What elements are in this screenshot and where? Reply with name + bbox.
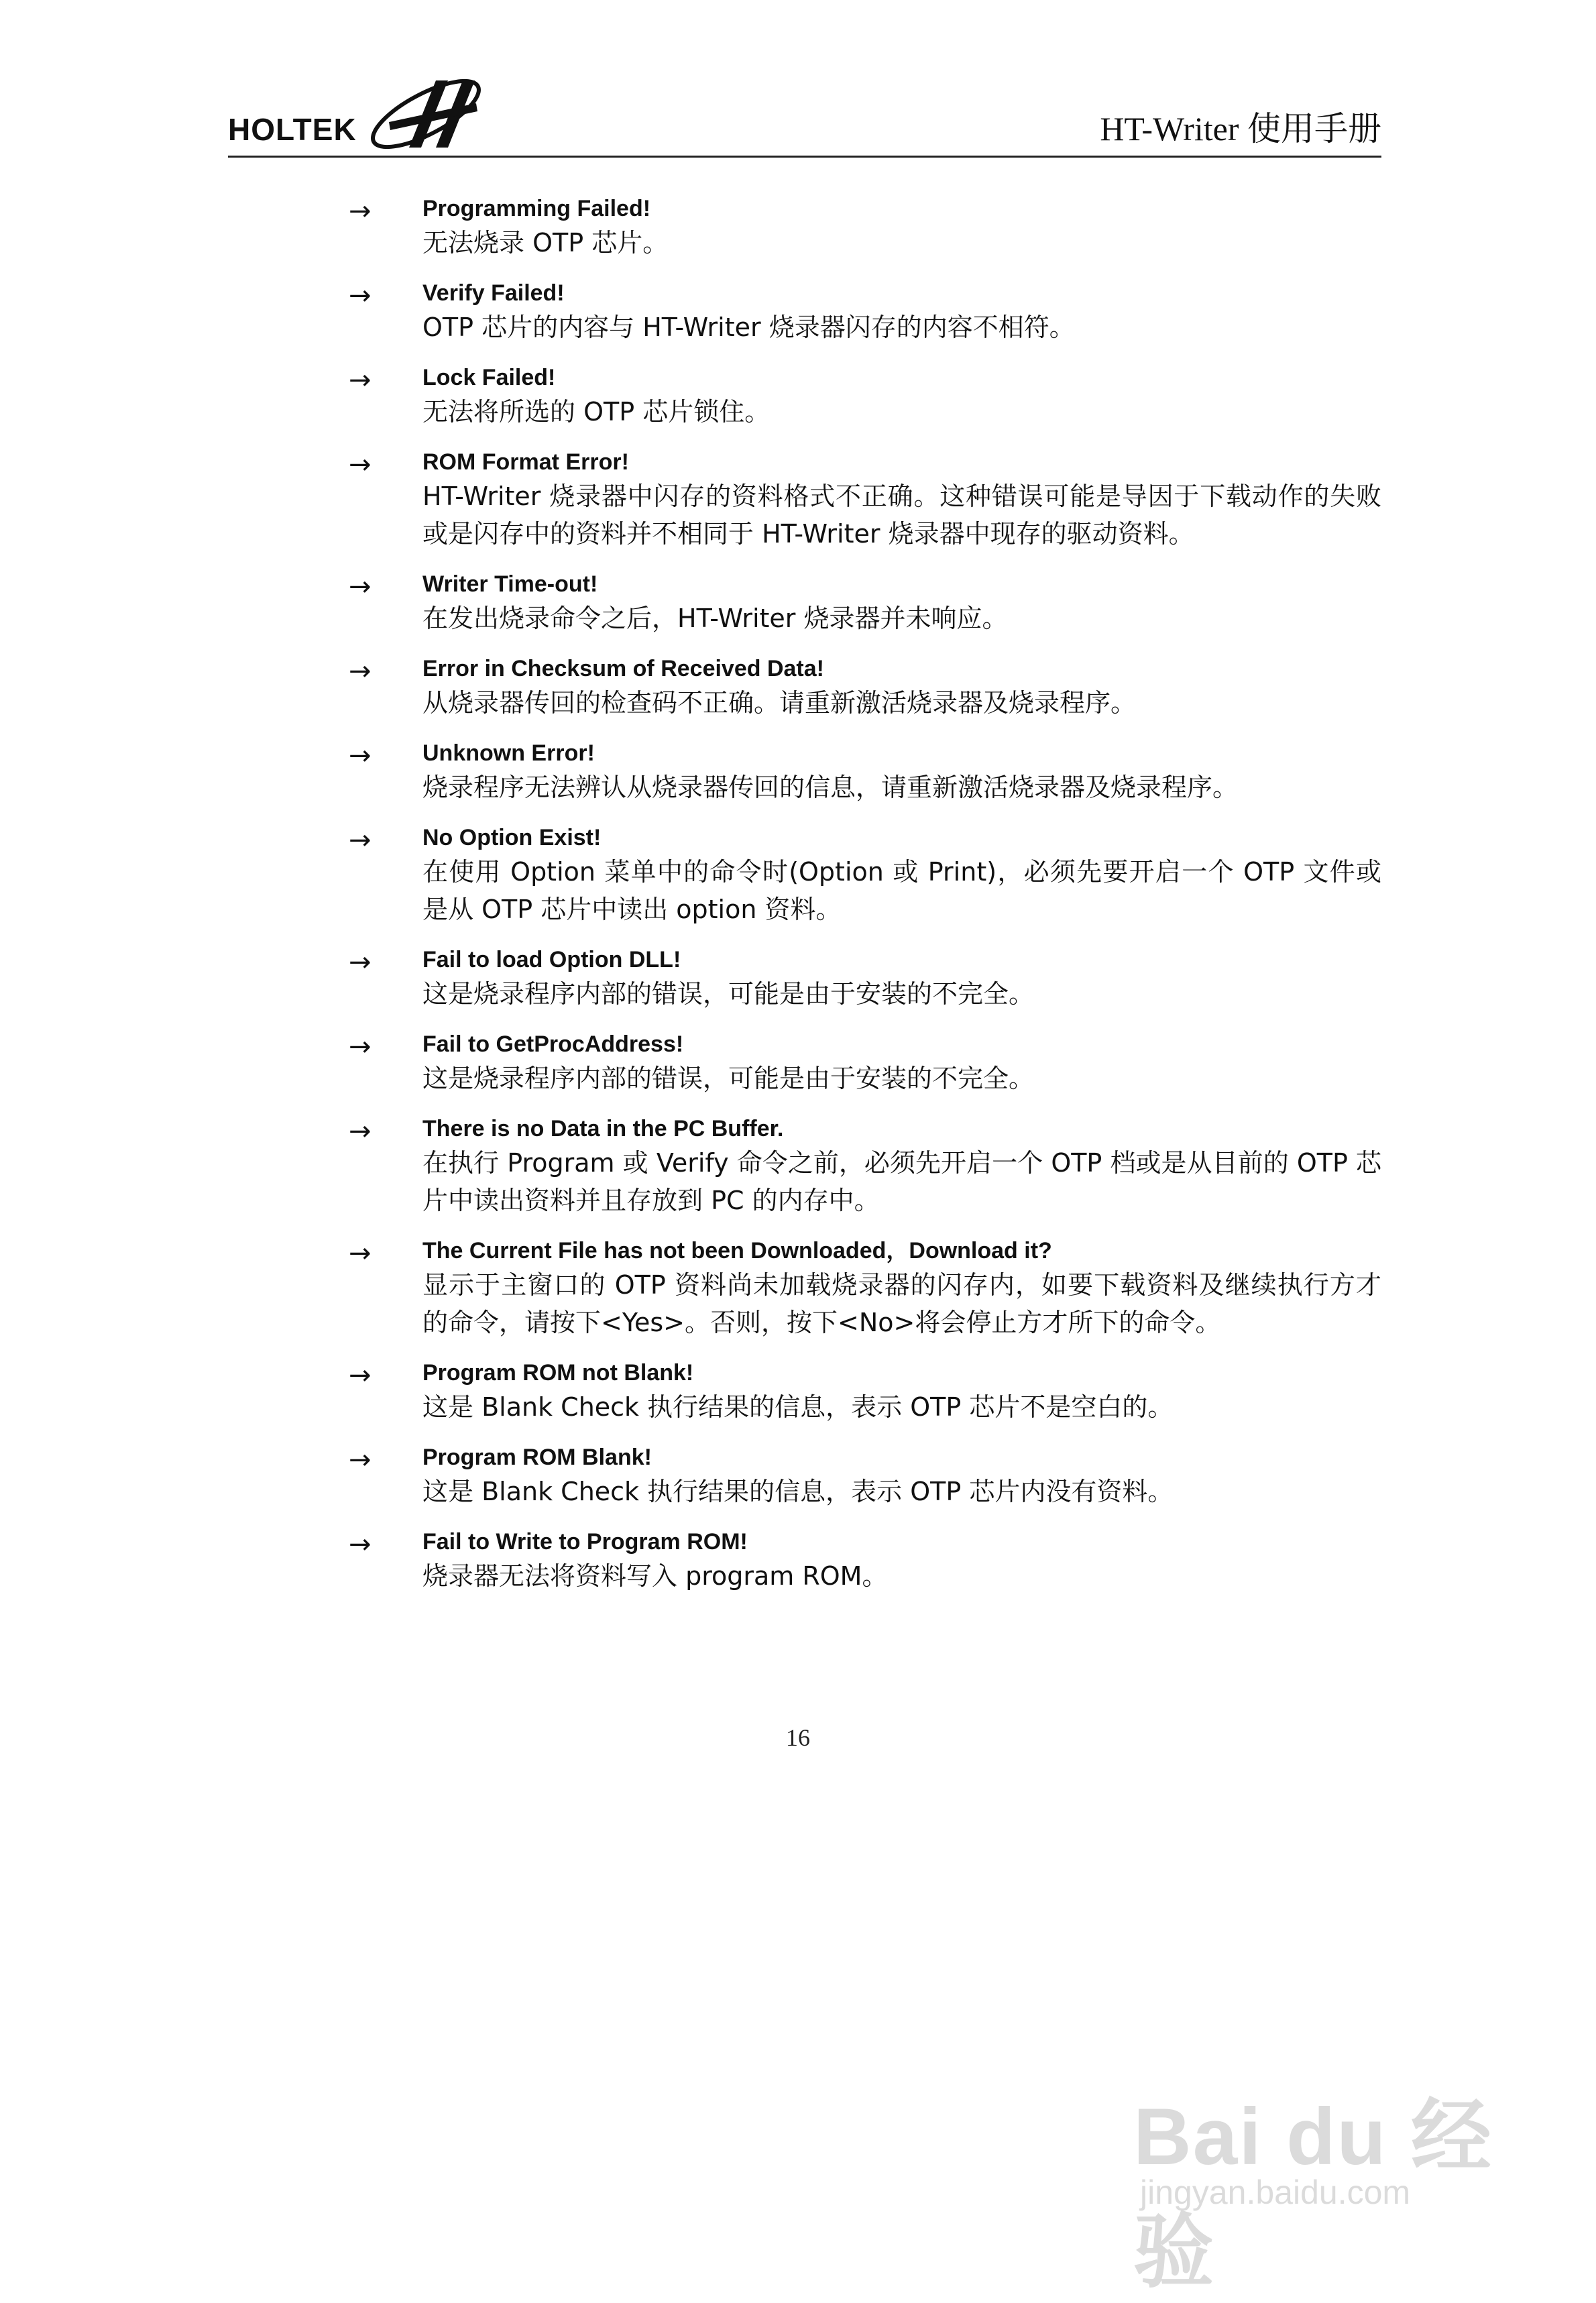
list-item [349,1113,1381,1219]
error-title: Fail to GetProcAddress! [422,1031,684,1057]
watermark-brand: Bai du 经验 [1133,2092,1493,2297]
error-description: 显示于主窗口的 OTP 资料尚未加载烧录器的闪存内，如要下载资料及继续执行方才的命令，请按下<Yes>。否则，按下<No>将会停止方才所下的命令。 [422,1270,1381,1337]
error-title: The Current File has not been Downloaded，Download it? [422,1238,1052,1263]
error-title: No Option Exist! [422,825,602,850]
error-description: 在执行 Program 或 Verify 命令之前，必须先开启一个 OTP 档或是从目前的 OTP 芯片中读出资料并且存放到 PC 的内存中。 [422,1148,1381,1215]
document-title: HT-Writer 使用手册 [1100,110,1381,148]
list-item [349,569,1381,637]
error-description: 在使用 Option 菜单中的命令时(Option 或 Print)，必须先要开启一个 OTP 文件或是从 OTP 芯片中读出 option 资料。 [422,857,1381,924]
arrow-icon: → [349,196,372,227]
list-item [349,944,1381,1013]
list-item [349,822,1381,928]
arrow-icon: → [349,449,372,480]
error-description: 这是 Blank Check 执行结果的信息，表示 OTP 芯片不是空白的。 [422,1392,1174,1422]
page-header [228,67,1381,158]
list-item [349,193,1381,262]
error-description: 这是烧录程序内部的错误，可能是由于安装的不完全。 [422,1064,1035,1093]
error-title: Fail to load Option DLL! [422,947,681,972]
error-title: Verify Failed! [422,280,565,306]
holtek-logo-mark-icon [362,74,490,154]
error-title: ROM Format Error! [422,449,629,475]
list-item [349,1029,1381,1097]
error-title: Lock Failed! [422,365,556,390]
error-title: Program ROM Blank! [422,1445,652,1470]
arrow-icon: → [349,1238,372,1269]
error-description: 从烧录器传回的检查码不正确。请重新激活烧录器及烧录程序。 [422,688,1137,718]
arrow-icon: → [349,1529,372,1560]
list-item [349,1442,1381,1510]
list-item [349,1526,1381,1595]
list-item [349,362,1381,431]
error-message-list [349,193,1381,1611]
arrow-icon: → [349,1116,372,1147]
list-item [349,1357,1381,1426]
error-description: 这是烧录程序内部的错误，可能是由于安装的不完全。 [422,979,1035,1009]
error-description: 烧录程序无法辨认从烧录器传回的信息，请重新激活烧录器及烧录程序。 [422,773,1239,802]
error-title: Fail to Write to Program ROM! [422,1529,748,1555]
error-description: 烧录器无法将资料写入 program ROM。 [422,1561,888,1591]
list-item [349,738,1381,806]
error-description: 无法烧录 OTP 芯片。 [422,228,669,258]
arrow-icon: → [349,825,372,856]
arrow-icon: → [349,947,372,978]
arrow-icon: → [349,1445,372,1475]
arrow-icon: → [349,656,372,687]
page-number: 16 [786,1724,810,1751]
logo-text: HOLTEK [228,112,357,147]
error-description: HT-Writer 烧录器中闪存的资料格式不正确。这种错误可能是导因于下载动作的失败或是闪存中的资料并不相同于 HT-Writer 烧录器中现存的驱动资料。 [422,482,1381,549]
arrow-icon: → [349,740,372,771]
error-title: Error in Checksum of Received Data! [422,656,824,681]
error-title: Programming Failed! [422,196,651,221]
list-item [349,447,1381,553]
error-description: OTP 芯片的内容与 HT-Writer 烧录器闪存的内容不相符。 [422,313,1075,342]
error-description: 这是 Blank Check 执行结果的信息，表示 OTP 芯片内没有资料。 [422,1477,1174,1506]
list-item [349,1235,1381,1341]
arrow-icon: → [349,1360,372,1391]
baidu-watermark [1133,2045,1536,2297]
list-item [349,653,1381,722]
error-title: There is no Data in the PC Buffer. [422,1116,784,1141]
watermark-url: jingyan.baidu.com [1140,2174,1411,2211]
arrow-icon: → [349,571,372,602]
error-title: Unknown Error! [422,740,595,766]
error-title: Writer Time-out! [422,571,598,597]
arrow-icon: → [349,365,372,396]
list-item [349,278,1381,346]
holtek-logo [228,67,510,156]
error-description: 无法将所选的 OTP 芯片锁住。 [422,397,771,427]
error-description: 在发出烧录命令之后，HT-Writer 烧录器并未响应。 [422,604,1008,633]
arrow-icon: → [349,280,372,311]
error-title: Program ROM not Blank! [422,1360,694,1386]
arrow-icon: → [349,1031,372,1062]
